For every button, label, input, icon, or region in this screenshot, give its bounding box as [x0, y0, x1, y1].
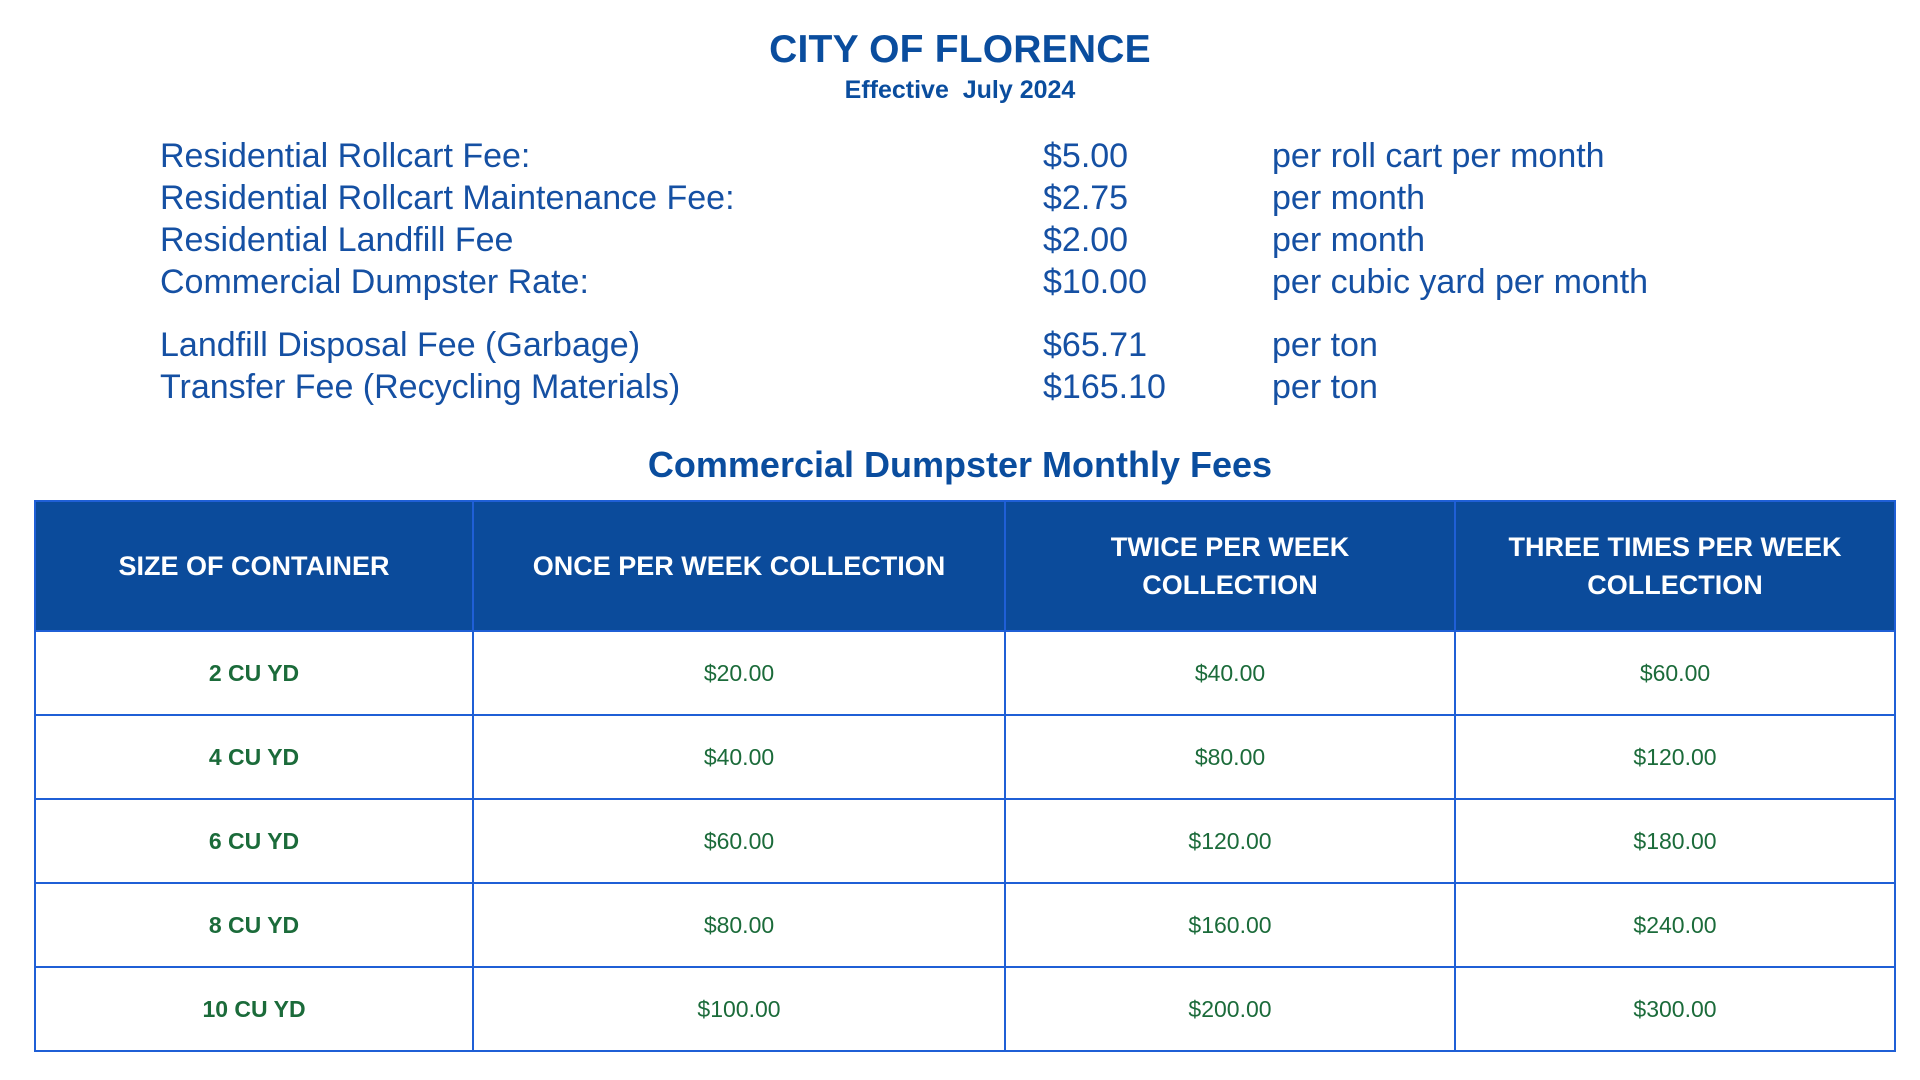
fee-cell: $300.00	[1455, 967, 1895, 1051]
fee-cell: $80.00	[473, 883, 1005, 967]
fee-unit: per month	[1272, 179, 1426, 217]
fee-label: Residential Rollcart Fee:	[160, 137, 531, 175]
fee-label: Landfill Disposal Fee (Garbage)	[160, 326, 641, 364]
container-size-cell: 10 CU YD	[35, 967, 473, 1051]
table-row	[35, 799, 1895, 883]
fee-cell: $240.00	[1455, 883, 1895, 967]
fee-cell: $20.00	[473, 631, 1005, 715]
fee-cell: $40.00	[1005, 631, 1455, 715]
fee-cell: $160.00	[1005, 883, 1455, 967]
fee-amount: $5.00	[1043, 137, 1129, 175]
column-header-three-weekly: THREE TIMES PER WEEK COLLECTION	[1455, 501, 1895, 631]
table-row	[35, 631, 1895, 715]
container-size-cell: 4 CU YD	[35, 715, 473, 799]
fee-unit: per roll cart per month	[1272, 137, 1605, 175]
fee-amount: $10.00	[1043, 263, 1147, 301]
table-row	[35, 967, 1895, 1051]
fee-row	[160, 219, 1760, 261]
fee-row	[160, 366, 1760, 408]
fee-row	[160, 261, 1760, 303]
fee-cell: $120.00	[1455, 715, 1895, 799]
fee-amount: $2.75	[1043, 179, 1129, 217]
fee-label: Transfer Fee (Recycling Materials)	[160, 368, 681, 406]
fee-cell: $60.00	[1455, 631, 1895, 715]
fee-list	[160, 135, 1760, 408]
container-size-cell: 2 CU YD	[35, 631, 473, 715]
fee-unit: per month	[1272, 221, 1426, 259]
fee-cell: $40.00	[473, 715, 1005, 799]
column-header-once-weekly: ONCE PER WEEK COLLECTION	[473, 501, 1005, 631]
container-size-cell: 8 CU YD	[35, 883, 473, 967]
fee-label: Residential Rollcart Maintenance Fee:	[160, 179, 735, 217]
dumpster-fee-table	[34, 500, 1896, 1052]
fee-row	[160, 177, 1760, 219]
page-title: CITY OF FLORENCE	[769, 28, 1151, 71]
fee-cell: $80.00	[1005, 715, 1455, 799]
fee-amount: $165.10	[1043, 368, 1166, 406]
table-row	[35, 715, 1895, 799]
fee-unit: per ton	[1272, 326, 1378, 364]
fee-cell: $120.00	[1005, 799, 1455, 883]
fee-amount: $2.00	[1043, 221, 1129, 259]
column-header-twice-weekly: TWICE PER WEEK COLLECTION	[1005, 501, 1455, 631]
fee-row	[160, 324, 1760, 366]
effective-date: Effective July 2024	[844, 76, 1076, 104]
fee-label: Commercial Dumpster Rate:	[160, 263, 589, 301]
fee-unit: per ton	[1272, 368, 1378, 406]
fee-cell: $180.00	[1455, 799, 1895, 883]
fee-label: Residential Landfill Fee	[160, 221, 514, 259]
fee-row	[160, 135, 1760, 177]
fee-cell: $60.00	[473, 799, 1005, 883]
fee-unit: per cubic yard per month	[1272, 263, 1649, 301]
fee-cell: $200.00	[1005, 967, 1455, 1051]
fee-cell: $100.00	[473, 967, 1005, 1051]
fee-amount: $65.71	[1043, 326, 1147, 364]
table-row	[35, 883, 1895, 967]
container-size-cell: 6 CU YD	[35, 799, 473, 883]
column-header-size: SIZE OF CONTAINER	[35, 501, 473, 631]
dumpster-section-title: Commercial Dumpster Monthly Fees	[647, 444, 1273, 485]
table-header-row	[35, 501, 1895, 631]
